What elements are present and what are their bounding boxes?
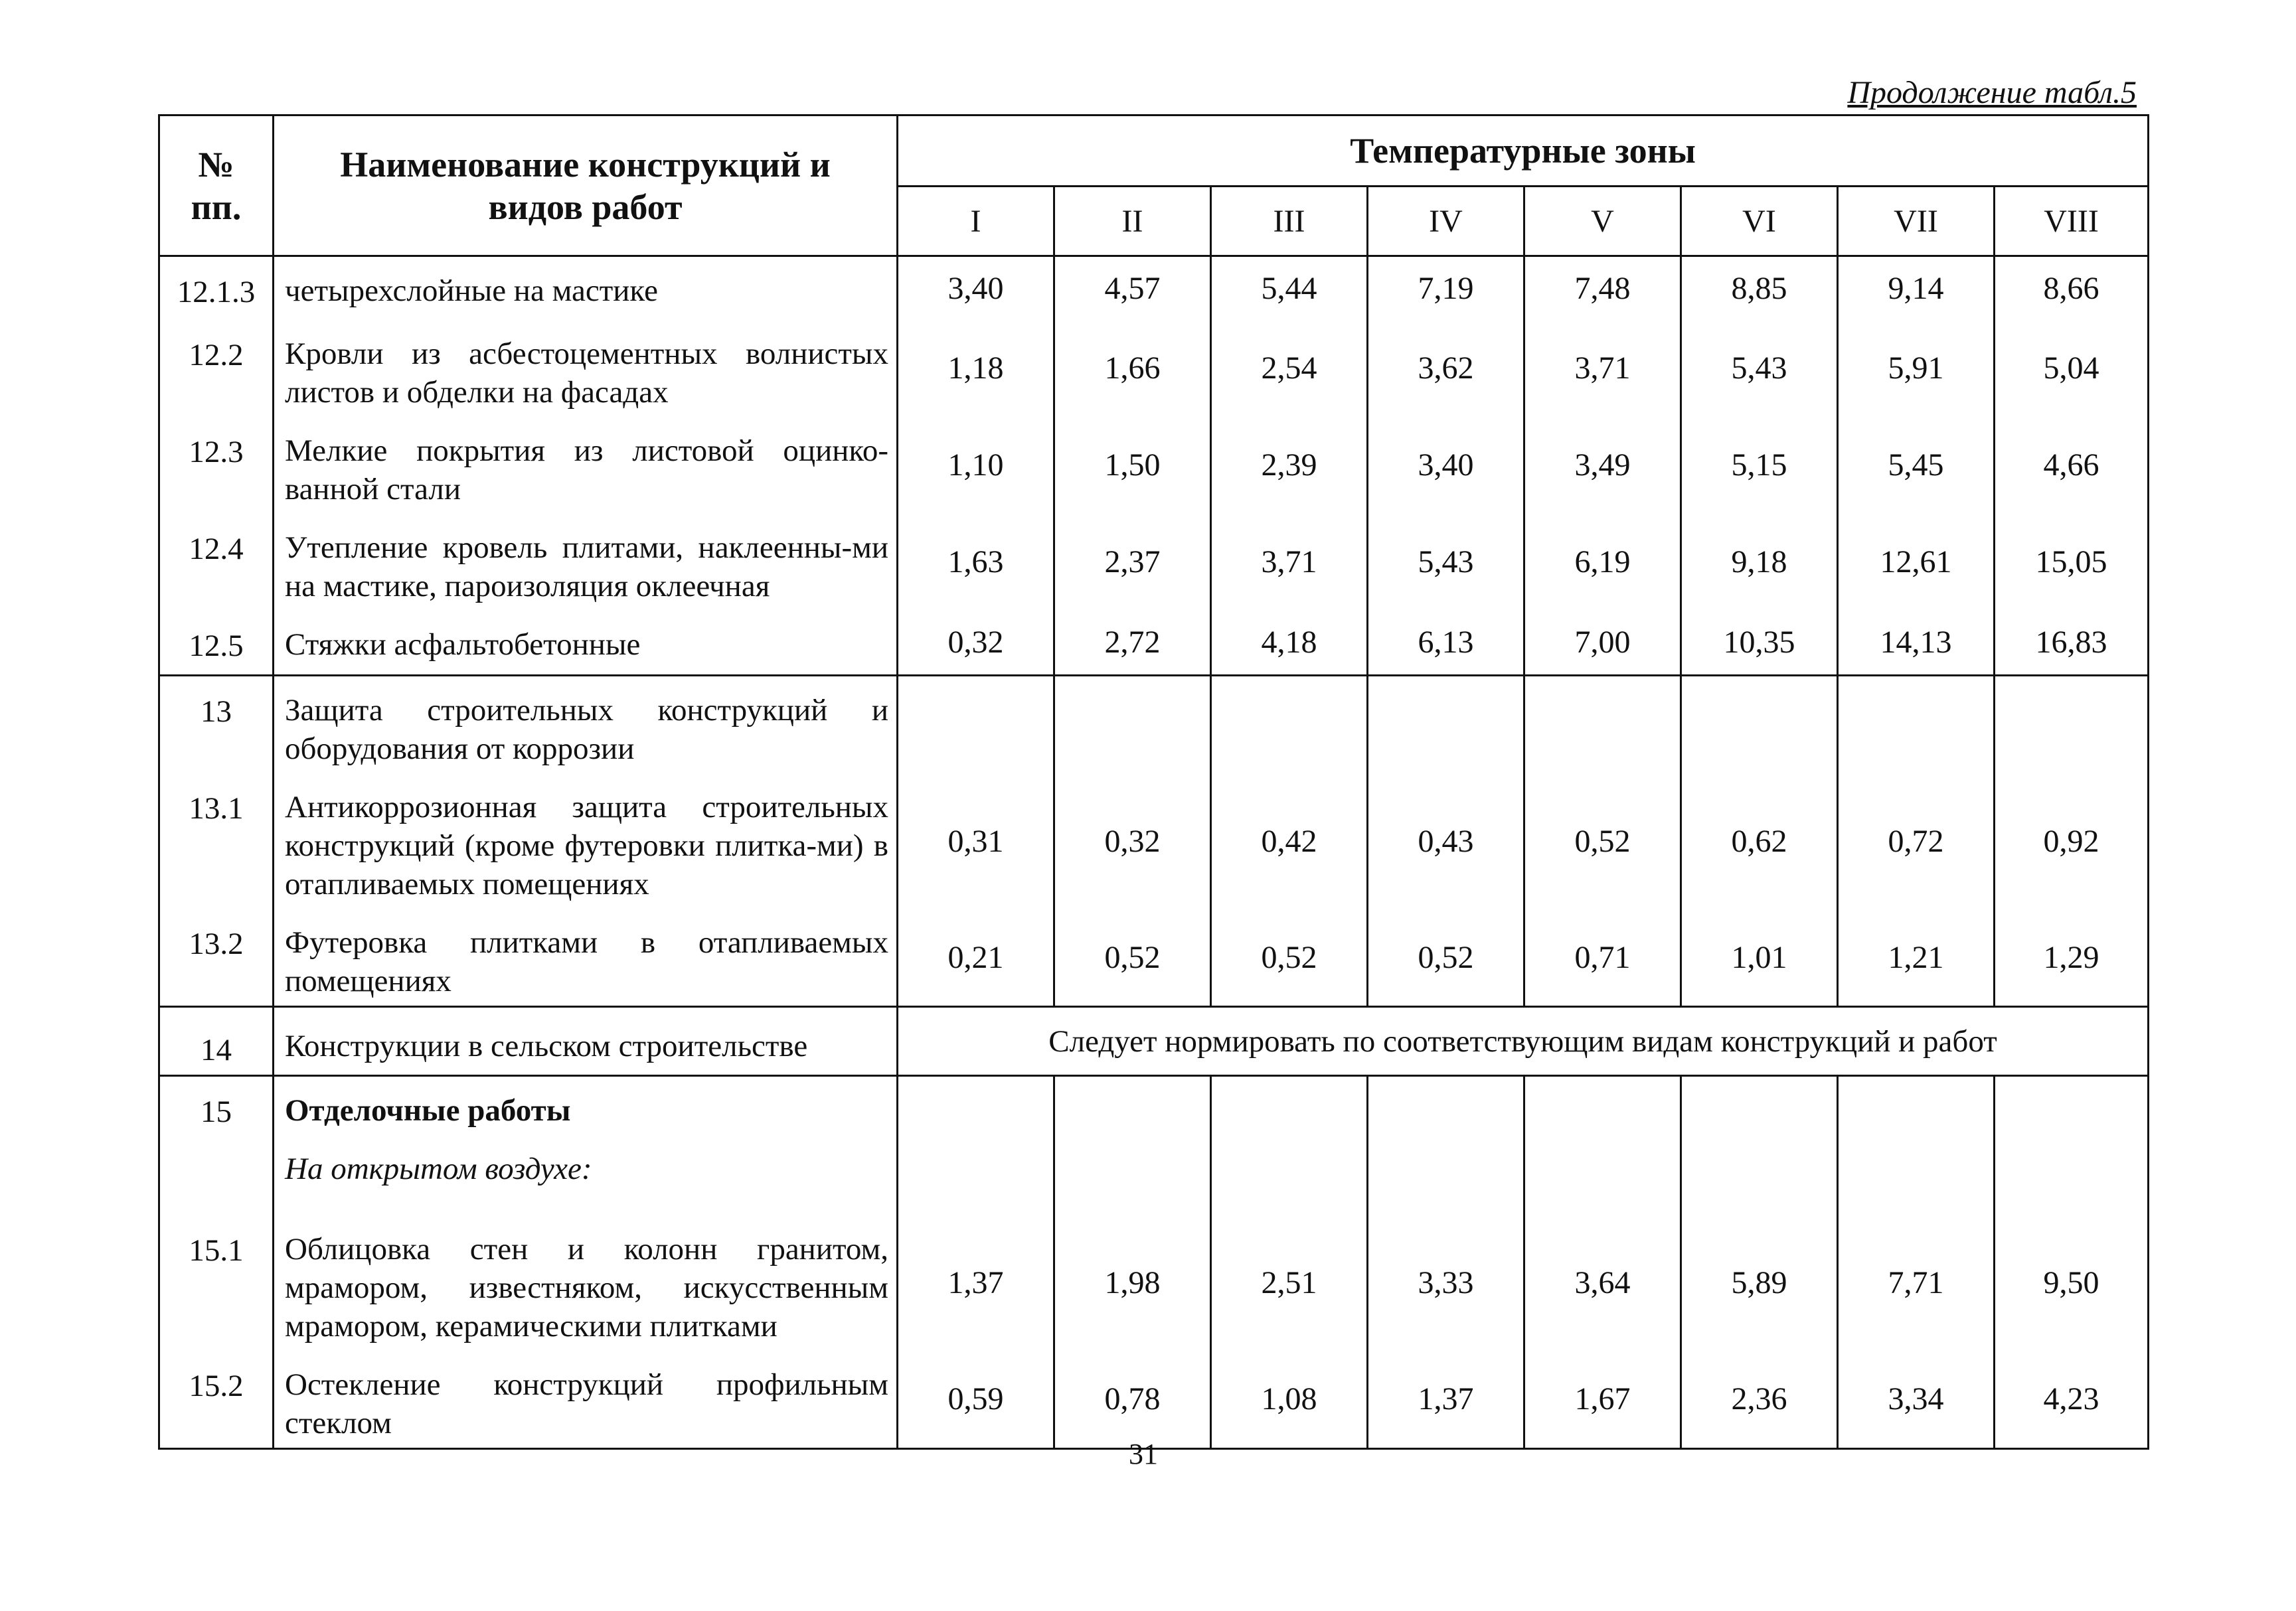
row-number: 12.4 — [159, 514, 274, 611]
value-cell: 8,85 — [1681, 256, 1838, 320]
empty-cell — [1995, 676, 2149, 774]
value-cell: 5,89 — [1681, 1215, 1838, 1351]
zone-header: II — [1054, 187, 1211, 256]
value-cell: 0,32 — [898, 611, 1054, 676]
row-name: Стяжки асфальтобетонные — [274, 611, 898, 676]
section-header-row — [159, 676, 2149, 774]
zone-header: IV — [1368, 187, 1524, 256]
value-cell: 1,98 — [1054, 1215, 1211, 1351]
value-cell: 7,48 — [1524, 256, 1681, 320]
value-cell: 0,21 — [898, 909, 1054, 1007]
empty-cell — [1838, 676, 1995, 774]
value-cell: 15,05 — [1995, 514, 2149, 611]
value-cell: 0,42 — [1211, 773, 1368, 909]
header-name: Наименование конструкций и видов работ — [274, 115, 898, 256]
value-cell: 8,66 — [1995, 256, 2149, 320]
value-cell: 0,59 — [898, 1351, 1054, 1449]
value-cell: 1,50 — [1054, 417, 1211, 514]
row-name: Облицовка стен и колонн гранитом, мрамором, известняком, искусственным мрамором, керамическими плитками — [274, 1215, 898, 1351]
section-row — [159, 1007, 2149, 1076]
value-cell: 4,23 — [1995, 1351, 2149, 1449]
value-cell: 0,62 — [1681, 773, 1838, 909]
row-name: Мелкие покрытия из листовой оцинко-ванной стали — [274, 417, 898, 514]
row-number: 13.1 — [159, 773, 274, 909]
value-cell: 3,49 — [1524, 417, 1681, 514]
value-cell: 12,61 — [1838, 514, 1995, 611]
value-cell: 4,66 — [1995, 417, 2149, 514]
row-name: Кровли из асбестоцементных волнистых листов и обделки на фасадах — [274, 320, 898, 417]
value-cell: 2,51 — [1211, 1215, 1368, 1351]
value-cell: 2,37 — [1054, 514, 1211, 611]
table-caption: Продолжение табл.5 — [1847, 75, 2137, 110]
value-cell: 4,57 — [1054, 256, 1211, 320]
empty-cell — [1054, 676, 1211, 774]
section-title-cell — [274, 1076, 898, 1215]
table-row — [159, 611, 2149, 676]
value-cell: 3,64 — [1524, 1215, 1681, 1351]
section-title: Конструкции в сельском строительстве — [274, 1007, 898, 1076]
value-cell: 2,72 — [1054, 611, 1211, 676]
table-row — [159, 514, 2149, 611]
row-number: 12.5 — [159, 611, 274, 676]
value-cell: 4,18 — [1211, 611, 1368, 676]
value-cell: 1,63 — [898, 514, 1054, 611]
row-name: Утепление кровель плитами, наклеенны-ми на мастике, пароизоляция оклеечная — [274, 514, 898, 611]
header-zones: Температурные зоны — [898, 115, 2149, 187]
value-cell: 16,83 — [1995, 611, 2149, 676]
value-cell: 9,14 — [1838, 256, 1995, 320]
row-name: Футеровка плитками в отапливаемых помещениях — [274, 909, 898, 1007]
value-cell: 0,92 — [1995, 773, 2149, 909]
zone-header: VIII — [1995, 187, 2149, 256]
zone-header: III — [1211, 187, 1368, 256]
value-cell: 5,44 — [1211, 256, 1368, 320]
row-number: 12.3 — [159, 417, 274, 514]
value-cell: 9,18 — [1681, 514, 1838, 611]
value-cell: 1,01 — [1681, 909, 1838, 1007]
table-row — [159, 773, 2149, 909]
value-cell: 7,00 — [1524, 611, 1681, 676]
value-cell: 1,08 — [1211, 1351, 1368, 1449]
section-number: 13 — [159, 676, 274, 774]
empty-cell — [1054, 1076, 1211, 1215]
empty-cell — [1211, 676, 1368, 774]
table-row — [159, 256, 2149, 320]
table-row — [159, 417, 2149, 514]
empty-cell — [1681, 1076, 1838, 1215]
row-number: 15.1 — [159, 1215, 274, 1351]
section-number: 15 — [159, 1076, 274, 1215]
row-name: Остекление конструкций профильным стеклом — [274, 1351, 898, 1449]
empty-cell — [898, 676, 1054, 774]
value-cell: 1,67 — [1524, 1351, 1681, 1449]
value-cell: 1,29 — [1995, 909, 2149, 1007]
value-cell: 7,71 — [1838, 1215, 1995, 1351]
row-number: 12.1.3 — [159, 256, 274, 320]
section-title: Отделочные работы — [285, 1093, 571, 1128]
empty-cell — [1838, 1076, 1995, 1215]
row-name: четырехслойные на мастике — [274, 256, 898, 320]
value-cell: 0,78 — [1054, 1351, 1211, 1449]
section-header-row — [159, 1076, 2149, 1215]
value-cell: 3,33 — [1368, 1215, 1524, 1351]
empty-cell — [1681, 676, 1838, 774]
value-cell: 1,21 — [1838, 909, 1995, 1007]
empty-cell — [1368, 676, 1524, 774]
value-cell: 9,50 — [1995, 1215, 2149, 1351]
value-cell: 14,13 — [1838, 611, 1995, 676]
value-cell: 0,31 — [898, 773, 1054, 909]
zone-header: VI — [1681, 187, 1838, 256]
value-cell: 2,39 — [1211, 417, 1368, 514]
value-cell: 0,43 — [1368, 773, 1524, 909]
table-row — [159, 1351, 2149, 1449]
empty-cell — [1524, 676, 1681, 774]
value-cell: 3,40 — [898, 256, 1054, 320]
value-cell: 0,52 — [1211, 909, 1368, 1007]
header-num: № пп. — [159, 115, 274, 256]
value-cell: 3,62 — [1368, 320, 1524, 417]
value-cell: 1,66 — [1054, 320, 1211, 417]
value-cell: 6,19 — [1524, 514, 1681, 611]
zone-header: V — [1524, 187, 1681, 256]
value-cell: 0,52 — [1524, 773, 1681, 909]
value-cell: 5,04 — [1995, 320, 2149, 417]
value-cell: 10,35 — [1681, 611, 1838, 676]
table-row — [159, 909, 2149, 1007]
value-cell: 0,71 — [1524, 909, 1681, 1007]
section-title: Защита строительных конструкций и оборудования от коррозии — [274, 676, 898, 774]
value-cell: 5,43 — [1368, 514, 1524, 611]
table-row — [159, 1215, 2149, 1351]
value-cell: 1,18 — [898, 320, 1054, 417]
value-cell: 0,52 — [1054, 909, 1211, 1007]
zone-header: VII — [1838, 187, 1995, 256]
empty-cell — [1524, 1076, 1681, 1215]
table-row — [159, 320, 2149, 417]
row-number: 15.2 — [159, 1351, 274, 1449]
value-cell: 0,52 — [1368, 909, 1524, 1007]
section-subtitle: На открытом воздухе: — [285, 1152, 592, 1186]
section-number: 14 — [159, 1007, 274, 1076]
value-cell: 5,15 — [1681, 417, 1838, 514]
value-cell: 1,37 — [1368, 1351, 1524, 1449]
value-cell: 5,43 — [1681, 320, 1838, 417]
norms-table — [158, 114, 2149, 1450]
value-cell: 7,19 — [1368, 256, 1524, 320]
value-cell: 3,71 — [1524, 320, 1681, 417]
value-cell: 2,36 — [1681, 1351, 1838, 1449]
value-cell: 0,32 — [1054, 773, 1211, 909]
value-cell: 1,37 — [898, 1215, 1054, 1351]
value-cell: 5,91 — [1838, 320, 1995, 417]
value-cell: 3,40 — [1368, 417, 1524, 514]
row-number: 12.2 — [159, 320, 274, 417]
empty-cell — [1211, 1076, 1368, 1215]
value-cell: 1,10 — [898, 417, 1054, 514]
value-cell: 3,34 — [1838, 1351, 1995, 1449]
empty-cell — [1995, 1076, 2149, 1215]
empty-cell — [898, 1076, 1054, 1215]
row-number: 13.2 — [159, 909, 274, 1007]
value-cell: 2,54 — [1211, 320, 1368, 417]
value-cell: 6,13 — [1368, 611, 1524, 676]
value-cell: 5,45 — [1838, 417, 1995, 514]
value-cell: 3,71 — [1211, 514, 1368, 611]
row-name: Антикоррозионная защита строительных конструкций (кроме футеровки плитка-ми) в отапливаемых помещениях — [274, 773, 898, 909]
page-number: 31 — [1129, 1438, 1158, 1470]
zone-header: I — [898, 187, 1054, 256]
empty-cell — [1368, 1076, 1524, 1215]
value-cell: 0,72 — [1838, 773, 1995, 909]
section-note: Следует нормировать по соответствующим видам конструкций и работ — [898, 1007, 2149, 1076]
